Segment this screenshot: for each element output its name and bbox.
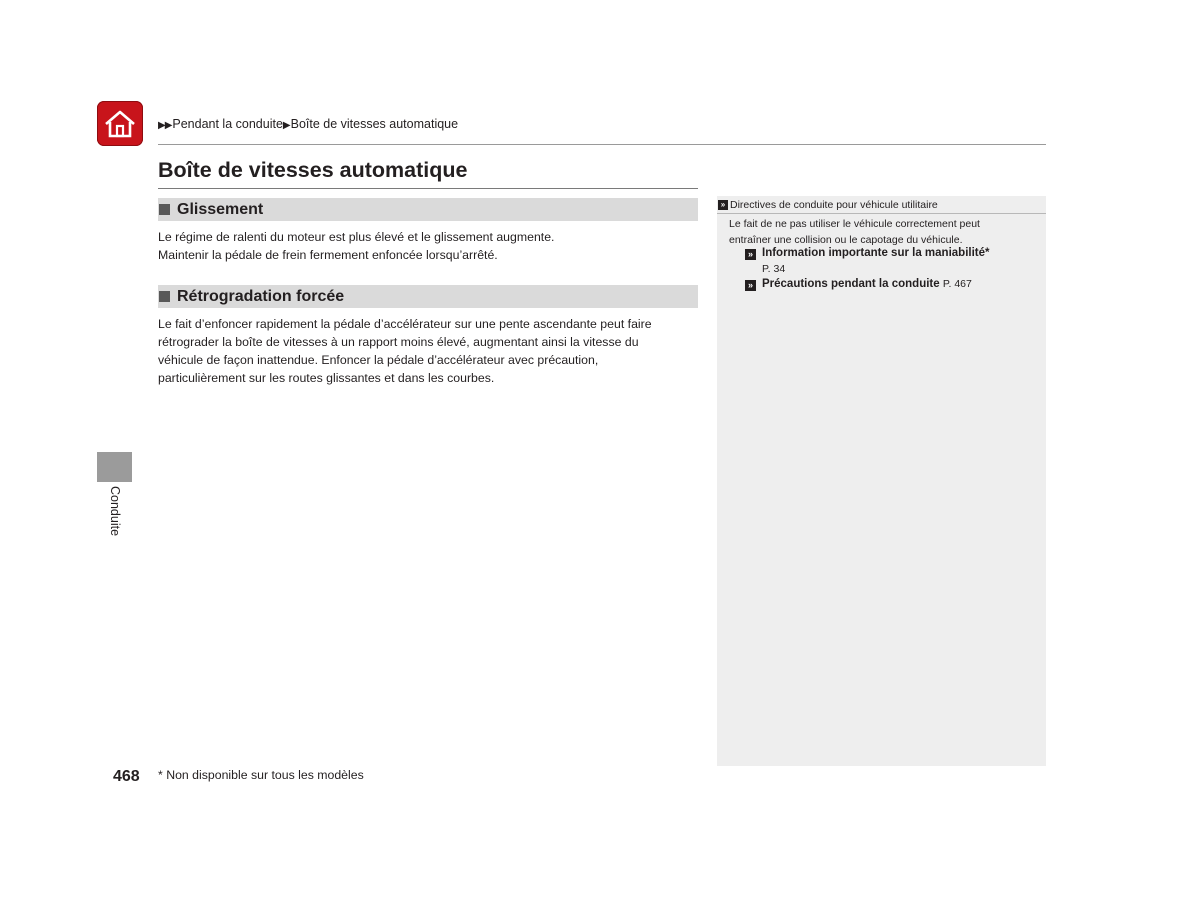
sidebar-line: Le fait de ne pas utiliser le véhicule correctement peut [729,218,980,230]
sidebar-ref-maniabilite-page[interactable] [762,263,785,275]
ref-page: P. 34 [762,263,786,275]
chapter-tab-label: Conduite [108,486,122,537]
section-header-glissement [158,198,698,221]
section-square-icon [159,291,170,302]
title-divider [158,188,698,189]
breadcrumb [158,117,458,131]
home-icon [103,109,137,139]
chapter-tab[interactable] [97,452,132,482]
ref-page: P. 467 [942,278,972,290]
section-header-retrogradation [158,285,698,308]
ref-arrow-icon: » [745,249,756,260]
section-body-retrogradation [158,315,703,387]
sidebar-text [729,217,1029,248]
section-square-icon [159,204,170,215]
header-divider [158,144,1046,145]
body-line: particulièrement sur les routes glissantes et dans les courbes. [158,371,495,385]
sidebar-ref-precautions[interactable] [745,278,972,291]
section-body-glissement [158,228,703,264]
breadcrumb-link-conduite[interactable]: Pendant la conduite [172,117,283,131]
sidebar-line: entraîner une collision ou le capotage du véhicule. [729,233,963,246]
breadcrumb-separator: ▶ [282,120,290,131]
ref-label: Précautions pendant la conduite [762,278,940,290]
body-line: véhicule de façon inattendue. Enfoncer la pédale d’accélérateur avec précaution, [158,353,599,367]
sidebar-heading [717,196,1046,214]
double-arrow-icon: » [718,200,728,210]
breadcrumb-current: Boîte de vitesses automatique [290,117,459,131]
section-heading: Rétrogradation forcée [177,287,345,305]
body-line: rétrograder la boîte de vitesses à un rapport moins élevé, augmentant ainsi la vitesse du [158,335,639,349]
breadcrumb-marker: ▶▶ [158,120,172,131]
sidebar-ref-maniabilite[interactable] [745,247,990,260]
sidebar-heading-text: Directives de conduite pour véhicule utilitaire [730,198,938,211]
footnote: * Non disponible sur tous les modèles [158,768,364,782]
ref-arrow-icon: » [745,280,756,291]
ref-label: Information importante sur la maniabilité [762,247,986,259]
section-heading: Glissement [177,200,264,218]
ref-star: * [985,247,990,259]
body-line: Le régime de ralenti du moteur est plus élevé et le glissement augmente. [158,230,555,244]
home-button[interactable] [97,101,143,146]
body-line: Maintenir la pédale de frein fermement enfoncée lorsqu’arrêté. [158,248,498,262]
page-title: Boîte de vitesses automatique [158,158,468,182]
body-line: Le fait d’enfoncer rapidement la pédale d’accélérateur sur une pente ascendante peut faire [158,317,652,331]
page-number: 468 [113,768,140,785]
